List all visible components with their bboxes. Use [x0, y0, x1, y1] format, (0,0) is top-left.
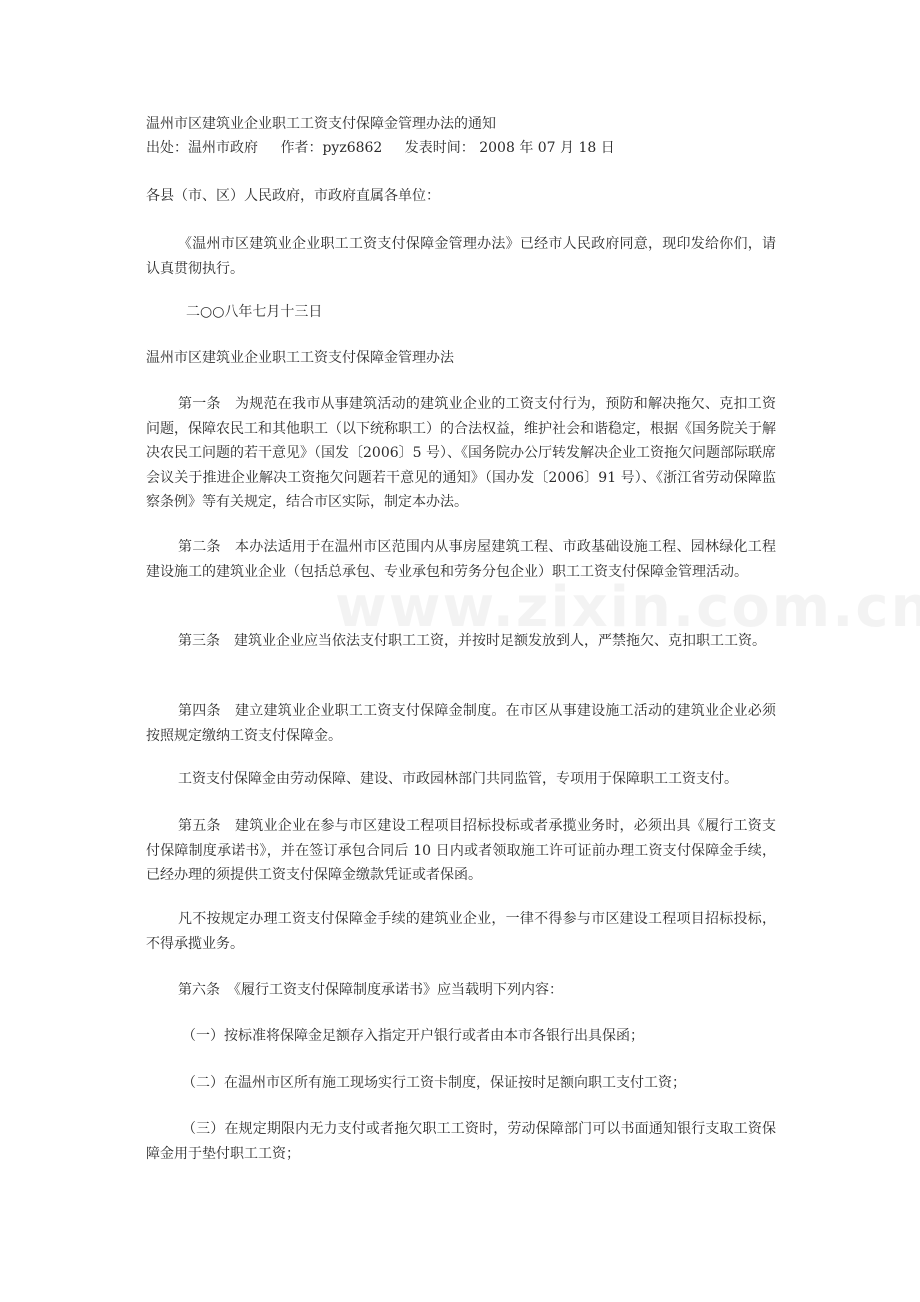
publish-date: 发表时间： 2008 年 07 月 18 日 — [404, 140, 615, 156]
article-5-paragraph-2: 凡不按规定办理工资支付保障金手续的建筑业企业，一律不得参与市区建设工程项目招标投标，不得承揽业务。 — [146, 911, 776, 952]
document-title: 温州市区建筑业企业职工工资支付保障金管理办法的通知 — [146, 116, 496, 132]
source-label: 出处：温州市政府 — [146, 140, 258, 156]
document-meta — [146, 136, 633, 160]
article-4-paragraph-2: 工资支付保障金由劳动保障、建设、市政园林部门共同监管，专项用于保障职工工资支付。 — [178, 771, 738, 787]
article-6-item-1: （一）按标准将保障金足额存入指定开户银行或者由本市各银行出具保函； — [182, 1028, 644, 1044]
notice-date: 二○○八年七月十三日 — [186, 304, 323, 320]
regulation-title: 温州市区建筑业企业职工工资支付保障金管理办法 — [146, 350, 454, 366]
article-6-item-3: （三）在规定期限内无力支付或者拖欠职工工资时，劳动保障部门可以书面通知银行支取工资保障金用于垫付职工工资； — [146, 1121, 776, 1162]
notice-body: 《温州市区建筑业企业职工工资支付保障金管理办法》已经市人民政府同意，现印发给你们，请认真贯彻执行。 — [146, 236, 776, 277]
article-6: 第六条 《履行工资支付保障制度承诺书》应当载明下列内容： — [178, 982, 563, 998]
article-6-item-2: （二）在温州市区所有施工现场实行工资卡制度，保证按时足额向职工支付工资； — [182, 1075, 686, 1091]
article-1: 第一条 为规范在我市从事建筑活动的建筑业企业的工资支付行为，预防和解决拖欠、克扣工资问题，保障农民工和其他职工（以下统称职工）的合法权益，维护社会和谐稳定，根据《国务院关于解决农民工问题的若干意见》（国发〔2006〕5 号）、《国务院办公厅转发解决企业工资拖欠问题部际联席会议关于推进企业解决工资拖欠问题若干意见的通知》（国办发〔2006〕91 号）、《浙江省劳动保障监察条例》等有关规定，结合市区实际，制定本办法。 — [146, 396, 776, 510]
author-label: 作者：pyz6862 — [280, 140, 383, 156]
salutation: 各县（市、区）人民政府，市政府直属各单位： — [146, 188, 440, 204]
article-3: 第三条 建筑业企业应当依法支付职工工资，并按时足额发放到人，严禁拖欠、克扣职工工资。 — [178, 633, 766, 649]
article-4: 第四条 建立建筑业企业职工工资支付保障金制度。在市区从事建设施工活动的建筑业企业必须按照规定缴纳工资支付保障金。 — [146, 703, 776, 744]
article-5: 第五条 建筑业企业在参与市区建设工程项目招标投标或者承揽业务时，必须出具《履行工资支付保障制度承诺书》，并在签订承包合同后 10 日内或者领取施工许可证前办理工资支付保障金手续，已经办理的须提供工资支付保障金缴款凭证或者保函。 — [146, 818, 776, 883]
article-2: 第二条 本办法适用于在温州市区范围内从事房屋建筑工程、市政基础设施工程、园林绿化工程建设施工的建筑业企业（包括总承包、专业承包和劳务分包企业）职工工资支付保障金管理活动。 — [146, 539, 776, 580]
